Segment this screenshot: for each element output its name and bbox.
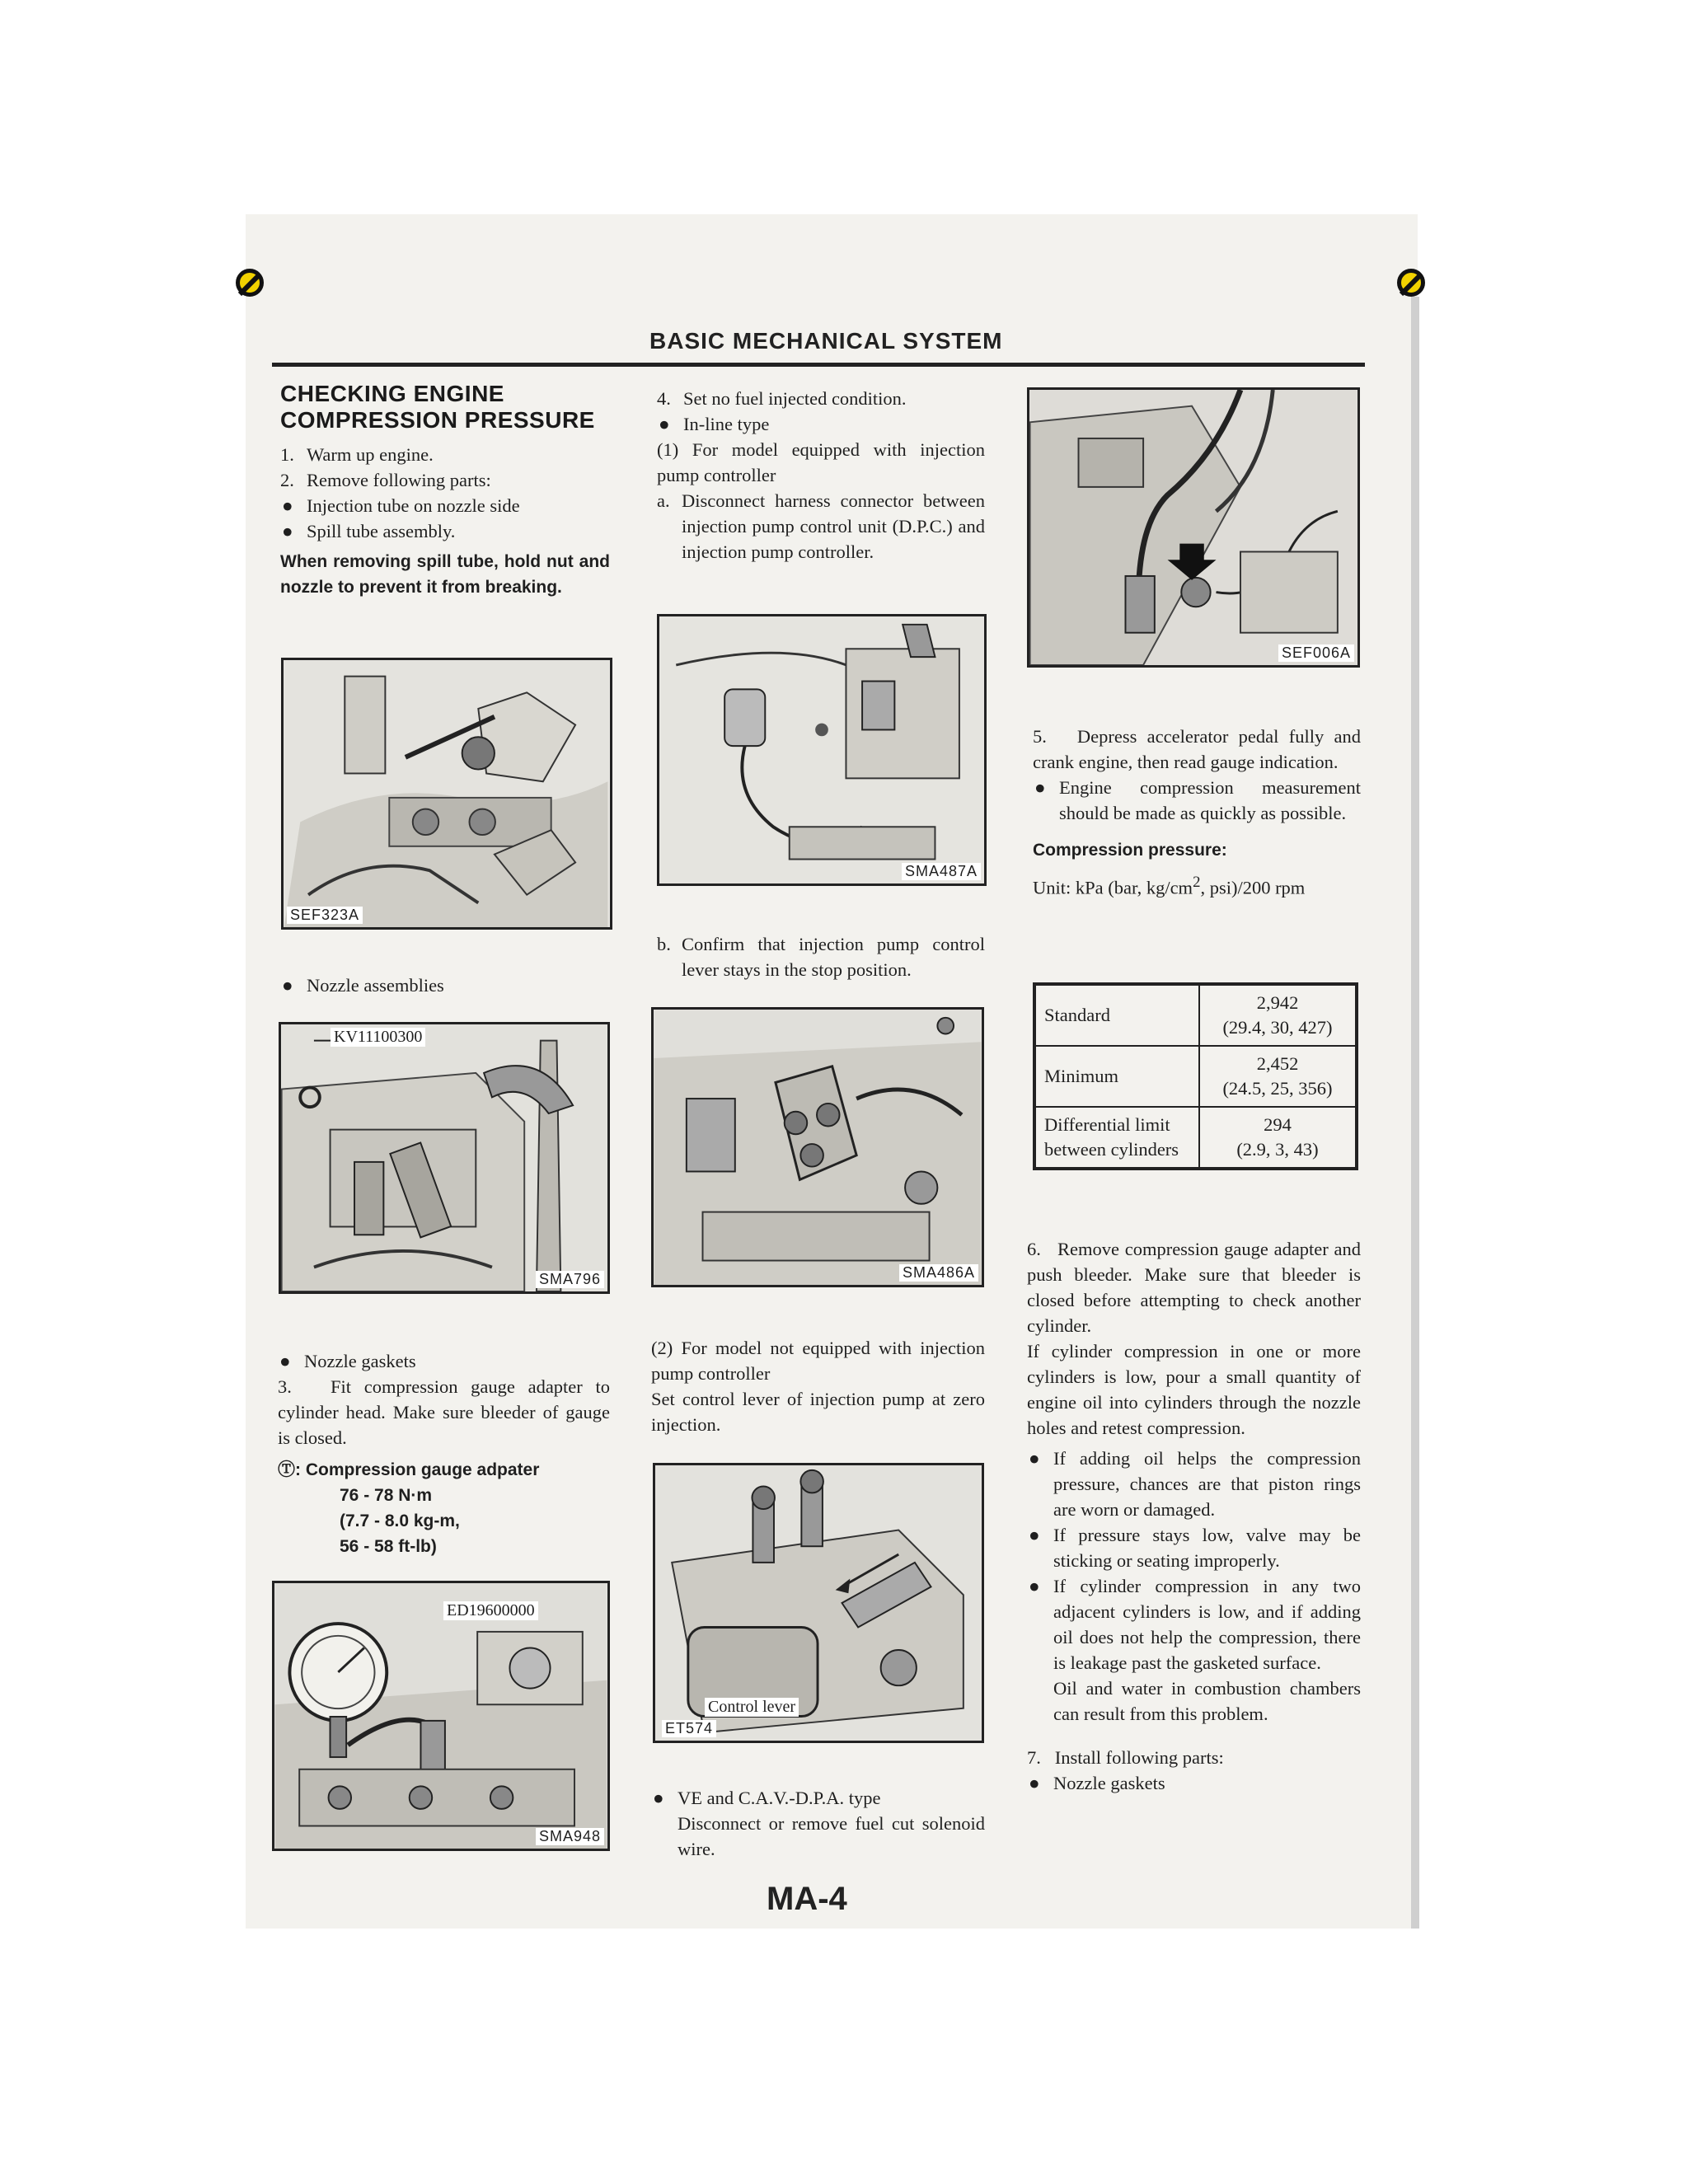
compression-pressure-title: Compression pressure: <box>1033 841 1227 860</box>
figure-sma487a <box>657 614 987 886</box>
table-cell-label: Standard <box>1034 984 1199 1046</box>
tool-callout: KV11100300 <box>331 1028 425 1047</box>
table-cell-label: Minimum <box>1034 1046 1199 1107</box>
list-item-injection-tube: ● Injection tube on nozzle side <box>282 495 520 516</box>
figure-label: SMA486A <box>899 1264 978 1282</box>
left-column-nozzle <box>280 972 610 998</box>
list-item-adjacent: ● If cylinder compression in any two adjacent cylinders is low, and if adding oil does not help the compression, there is leakage past the gasketed surface. <box>1029 1576 1361 1673</box>
nozzle-removal-illustration <box>281 1024 607 1291</box>
spill-tube-illustration <box>284 660 610 927</box>
step-4: 4. Set no fuel injected condition. <box>657 388 907 409</box>
harness-connector-illustration <box>659 616 984 883</box>
step-1: 1. Warm up engine. <box>280 444 434 465</box>
list-item-ve-type: ● VE and C.A.V.-D.P.A. type <box>653 1788 881 1808</box>
middle-column-top <box>657 386 985 565</box>
left-column-step3 <box>278 1348 610 1559</box>
step-5: 5. Depress accelerator pedal fully and crank engine, then read gauge indication. <box>1033 726 1362 772</box>
figure-label: SMA796 <box>536 1271 604 1288</box>
torque-values: 76 - 78 N·m (7.7 - 8.0 kg-m, 56 - 58 ft-lb) <box>340 1486 460 1556</box>
middle-column-ve <box>651 1785 985 1862</box>
header-rule <box>272 363 1365 367</box>
sub-step-1: (1) For model equipped with injection pump controller <box>657 439 985 485</box>
table-row <box>1034 1046 1357 1107</box>
list-item-oil-helps: ● If adding oil helps the compression pressure, chances are that piston rings are worn or damaged. <box>1029 1448 1361 1520</box>
sub-step-a: a. Disconnect harness connector between injection pump control unit (D.P.C.) and injection pump controller. <box>657 490 985 562</box>
list-item-inline-type: ● In-line type <box>659 414 770 434</box>
control-lever-callout: Control lever <box>705 1698 799 1717</box>
prohibition-icon-left <box>236 269 264 297</box>
middle-column-sub2 <box>651 1335 985 1437</box>
list-item-valve: ● If pressure stays low, valve may be sticking or seating improperly. <box>1029 1525 1361 1571</box>
figure-sef323a <box>281 658 612 930</box>
torque-icon: Ⓣ <box>278 1460 295 1479</box>
list-item-spill-tube: ● Spill tube assembly. <box>282 521 456 541</box>
adjacent-followup: Oil and water in combustion chambers can result from this problem. <box>1053 1678 1361 1724</box>
step-2: 2. Remove following parts: <box>280 470 491 490</box>
compression-gauge-illustration <box>274 1583 607 1849</box>
list-item-nozzle-assemblies: ● Nozzle assemblies <box>282 975 444 996</box>
tool-callout: ED19600000 <box>443 1601 538 1620</box>
left-column-top <box>280 381 610 600</box>
step-7: 7. Install following parts: <box>1027 1747 1224 1768</box>
figure-sma948 <box>272 1581 610 1851</box>
figure-label: SMA487A <box>902 863 981 880</box>
unit-line: Unit: kPa (bar, $kg/cm^2$, psi)/200 rpm <box>1033 874 1306 898</box>
figure-label: SEF323A <box>287 907 363 924</box>
caution-text: When removing spill tube, hold nut and nozzle to prevent it from breaking. <box>280 552 610 597</box>
list-item-nozzle-gaskets: ● Nozzle gaskets <box>1029 1773 1165 1793</box>
torque-spec-title: Ⓣ: Compression gauge adpater <box>278 1460 540 1479</box>
low-compression-text: If cylinder compression in one or more cylinders is low, pour a small quantity of engine oil into cylinders through the nozzle holes and retest compression. <box>1027 1341 1361 1438</box>
note-quick-measurement: ● Engine compression measurement should be made as quickly as possible. <box>1034 777 1361 823</box>
sub-step-2: (2) For model not equipped with injection pump controller <box>651 1338 985 1384</box>
section-header: BASIC MECHANICAL SYSTEM <box>649 328 1003 354</box>
compression-pressure-table <box>1033 982 1358 1170</box>
figure-et574 <box>653 1463 984 1743</box>
sub-step-2-text: Set control lever of injection pump at zero injection. <box>651 1389 985 1435</box>
prohibition-icon-right <box>1397 269 1425 297</box>
sub-step-b: b. Confirm that injection pump control lever stays in the stop position. <box>657 934 985 980</box>
injection-tube-illustration <box>1029 390 1357 665</box>
table-cell-label: Differential limit between cylinders <box>1034 1107 1199 1169</box>
section-heading <box>280 381 610 434</box>
page-number: MA-4 <box>767 1881 847 1917</box>
control-lever-illustration <box>654 1010 982 1285</box>
figure-sma796 <box>279 1022 610 1294</box>
right-column-step5 <box>1033 724 1361 901</box>
step-6: 6. Remove compression gauge adapter and push bleeder. Make sure that bleeder is closed before attempting to check another cylinder. <box>1027 1239 1361 1336</box>
table-cell-value: 2,942 (29.4, 30, 427) <box>1199 984 1357 1046</box>
table-row <box>1034 984 1357 1046</box>
figure-label: SMA948 <box>536 1828 604 1845</box>
table-row <box>1034 1107 1357 1169</box>
right-column-step6 <box>1027 1236 1361 1796</box>
list-item-nozzle-gaskets: ● Nozzle gaskets <box>279 1351 416 1371</box>
ve-type-text: Disconnect or remove fuel cut solenoid wire. <box>678 1813 985 1859</box>
table-cell-value: 2,452 (24.5, 25, 356) <box>1199 1046 1357 1107</box>
figure-label: SEF006A <box>1278 644 1354 662</box>
heading-line-2: COMPRESSION PRESSURE <box>280 407 595 433</box>
figure-sma486a <box>651 1007 984 1287</box>
middle-column-b <box>657 931 985 982</box>
heading-line-1: CHECKING ENGINE <box>280 381 504 406</box>
figure-sef006a <box>1027 387 1360 668</box>
figure-label: ET574 <box>662 1720 716 1737</box>
step-3: 3. Fit compression gauge adapter to cylinder head. Make sure bleeder of gauge is closed. <box>278 1376 610 1448</box>
page-edge <box>1411 297 1419 1929</box>
table-cell-value: 294 (2.9, 3, 43) <box>1199 1107 1357 1169</box>
